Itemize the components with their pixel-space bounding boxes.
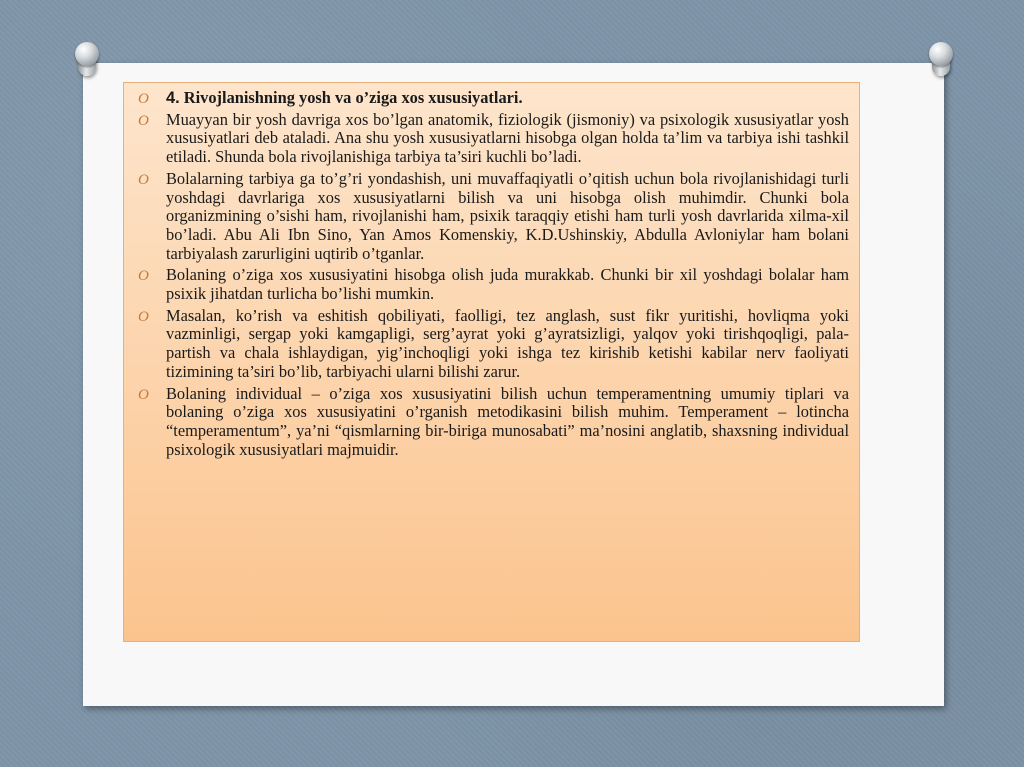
list-item (138, 111, 849, 167)
bullet-icon: O (138, 112, 149, 129)
list-item (138, 307, 849, 382)
list-item (138, 170, 849, 264)
section-heading: 4. Rivojlanishning yosh va o’ziga xos xususiyatlari. (166, 88, 523, 107)
list-item (138, 385, 849, 460)
bullet-icon: O (138, 386, 149, 403)
paragraph-text: Bolaning individual – o’ziga xos xususiyatini bilish uchun temperamentning umumiy tiplari va bolaning o’ziga xos xususiyatini o’rganish metodikasini bilish muhim. Temperament – lotincha “temperamentum”, ya’ni “qismlarning bir-biriga munosabati” ma’nosini anglatib, shaxsning individual psixologik xususiyatlari majmuidir. (166, 383, 849, 459)
bullet-list (138, 89, 849, 459)
list-item (138, 266, 849, 303)
paragraph-text: Masalan, ko’rish va eshitish qobiliyati, faolligi, tez anglash, sust fikr yuritishi, hovliqma yoki vazminligi, sergap yoki kamgapligi, serg’ayrat yoki g’ayratsizligi, yalqov yoki tirishqoqligi, pala-partish va chala ishlaydigan, yig’inchoqligi yoki ishga tez kirishib ketishi kabilar nerv faoliyati tizimining ta’siri bo’lib, tarbiyachi ularni bilishi zarur. (166, 305, 849, 381)
bullet-icon: O (138, 308, 149, 325)
bullet-icon: O (138, 91, 149, 107)
bullet-icon: O (138, 171, 149, 188)
content-panel (123, 82, 860, 642)
heading-item (138, 89, 849, 108)
paragraph-text: Muayyan bir yosh davriga xos bo’lgan anatomik, fiziologik (jismoniy) va psixologik xususiyatlar yosh xususiyatlari deb ataladi. Ana shu yosh xususiyatlarni hisobga olgan holda ta’lim va tarbiya ishi tashkil etiladi. Shunda bola rivojlanishiga tarbiya ta’siri kuchli bo’ladi. (166, 109, 849, 167)
thumbtack-icon (928, 42, 954, 76)
paragraph-text: Bolaning o’ziga xos xususiyatini hisobga olish juda murakkab. Chunki bir xil yoshdagi bolalar ham psixik jihatdan turlicha bo’lishi mumkin. (166, 265, 849, 304)
bullet-icon: O (138, 268, 149, 285)
thumbtack-icon (74, 42, 100, 76)
paragraph-text: Bolalarning tarbiya ga to’g’ri yondashish, uni muvaffaqiyatli o’qitish uchun bola rivojlanishidagi turli yoshdagi davrlariga xos xususiyatlarni bilish va uni hisobga olish muhimdir. Chunki bola organizmining o’sishi ham, rivojlanishi ham, psixik taraqqiy etishi ham turli yosh davrlarida xilma-xil bo’ladi. Abu Ali Ibn Sino, Yan Amos Komenskiy, K.D.Ushinskiy, Abdulla Avloniylar ham bolani tarbiyalash zarurligini uqtirib o’tganlar. (166, 168, 849, 263)
